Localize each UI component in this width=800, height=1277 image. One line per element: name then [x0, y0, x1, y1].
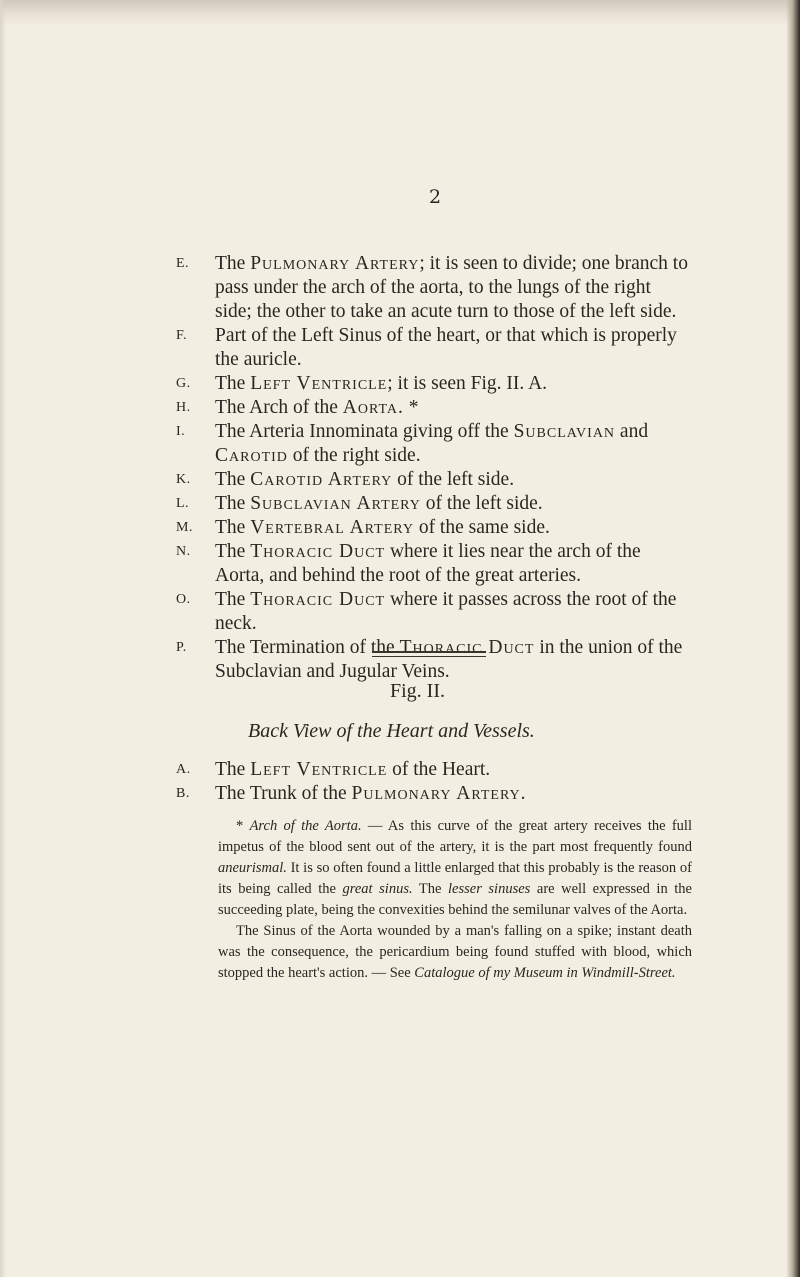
entry-text: where it passes across the root of the neck. [215, 589, 677, 634]
entry-text: of the Heart. [387, 759, 491, 780]
entry-text: Part of the Left Sinus of the heart, or that which is properly the auricle. [215, 325, 677, 370]
entry-text: The [215, 493, 251, 514]
footnote-paragraph [218, 816, 692, 921]
footnote-text: * [236, 818, 250, 834]
entry-text: The Arteria Innominata giving off the [215, 421, 514, 442]
anatomical-term: Thoracic Duct [399, 637, 535, 658]
entry-text: ; it is seen to divide; one branch to pass under the arch of the aorta, to the lungs of the right side; the other to take an acute turn to those of the left side. [215, 253, 688, 322]
entry-key: G. [176, 376, 191, 391]
entry-key: K. [176, 472, 191, 487]
key-entry [176, 420, 691, 468]
key-entry [176, 516, 691, 540]
entry-text: of the same side. [413, 517, 550, 538]
anatomical-term: Left Ventricle [250, 759, 388, 780]
footnote-italic-text: great sinus. [342, 881, 413, 897]
anatomical-term: Thoracic Duct [250, 541, 386, 562]
entry-text: The [215, 517, 251, 538]
footnote-text: The [412, 881, 449, 897]
anatomical-term: Carotid Artery [250, 469, 393, 490]
entry-text: where it lies near the arch of the Aorta, and behind the root of the great arteries. [215, 541, 641, 586]
key-entry [176, 372, 691, 396]
footnote-italic-text: Arch of the Aorta. [249, 818, 362, 834]
section-divider [372, 651, 486, 657]
entry-key: L. [176, 496, 190, 511]
entry-key: N. [176, 544, 191, 559]
anatomical-term: Carotid [215, 445, 288, 466]
entry-text: * [403, 397, 419, 418]
entry-text: The [215, 253, 251, 274]
footnote-italic-text: aneurismal. [218, 860, 287, 876]
key-entry [176, 396, 691, 420]
figure-title: Fig. II. [390, 680, 445, 702]
entry-key: M. [176, 520, 193, 535]
entry-text: The [215, 759, 251, 780]
entry-text: and [615, 421, 649, 442]
anatomical-term: Subclavian [513, 421, 616, 442]
entry-key: O. [176, 592, 191, 607]
footnote-text: — As this curve of the great artery receives the full impetus of the blood sent out of the artery, it is the part most frequently found [218, 818, 692, 855]
footnote-paragraph [218, 921, 692, 984]
page-top-edge [0, 0, 800, 26]
page-number: 2 [428, 186, 442, 208]
key-entry [176, 588, 691, 636]
key-entry [176, 540, 691, 588]
entry-text: The [215, 373, 251, 394]
entry-text: of the left side. [392, 469, 515, 490]
entry-text: The [215, 589, 251, 610]
footnote-italic-text: Catalogue of my Museum in Windmill-Street. [414, 965, 676, 981]
anatomical-term: Thoracic Duct [250, 589, 386, 610]
footnote-text: The Sinus of the Aorta wounded by a man's falling on a spike; instant death was the consequence, the pericardium being found stuffed with blood, which stopped the heart's action. — See [218, 923, 692, 981]
key-entry [176, 468, 691, 492]
footnote [218, 816, 692, 984]
entry-text: of the right side. [287, 445, 421, 466]
key-entry [176, 758, 691, 782]
key-entry [176, 324, 691, 372]
entry-key: H. [176, 400, 191, 415]
entry-key: P. [176, 640, 187, 655]
entry-text: The Termination of the [215, 637, 400, 658]
footnote-text: It is so often found a little enlarged that this probably is the reason of its being called the [218, 860, 692, 897]
entry-key: A. [176, 762, 191, 777]
entry-key: F. [176, 328, 188, 343]
entry-text: The Trunk of the [215, 783, 352, 804]
entry-text: in the union of the Subclavian and Jugular Veins. [215, 637, 683, 682]
key-entry [176, 636, 691, 684]
entry-text: The [215, 541, 251, 562]
anatomical-term: Pulmonary Artery [250, 253, 420, 274]
entry-text: The [215, 469, 251, 490]
entry-text: of the left side. [420, 493, 543, 514]
key-entries-list [176, 252, 691, 684]
footnote-text: are well expressed in the succeeding plate, being the convexities behind the semilunar valves of the Aorta. [218, 881, 692, 918]
footnote-italic-text: lesser sinuses [448, 881, 531, 897]
key-entry [176, 252, 691, 324]
entry-text: ; it is seen Fig. II. A. [387, 373, 548, 394]
anatomical-term: Subclavian Artery [250, 493, 421, 514]
anatomical-term: Pulmonary Artery. [351, 783, 527, 804]
anatomical-term: Left Ventricle [250, 373, 388, 394]
figure-entries-list [176, 758, 691, 806]
entry-key: B. [176, 786, 190, 801]
key-entry [176, 492, 691, 516]
anatomical-term: Aorta. [342, 397, 404, 418]
figure-subtitle: Back View of the Heart and Vessels. [248, 720, 535, 742]
key-entry [176, 782, 691, 806]
anatomical-term: Vertebral Artery [250, 517, 414, 538]
entry-key: I. [176, 424, 186, 439]
entry-key: E. [176, 256, 190, 271]
entry-text: The Arch of the [215, 397, 343, 418]
page-binding-edge [786, 0, 800, 1277]
page-left-edge [0, 0, 6, 1277]
